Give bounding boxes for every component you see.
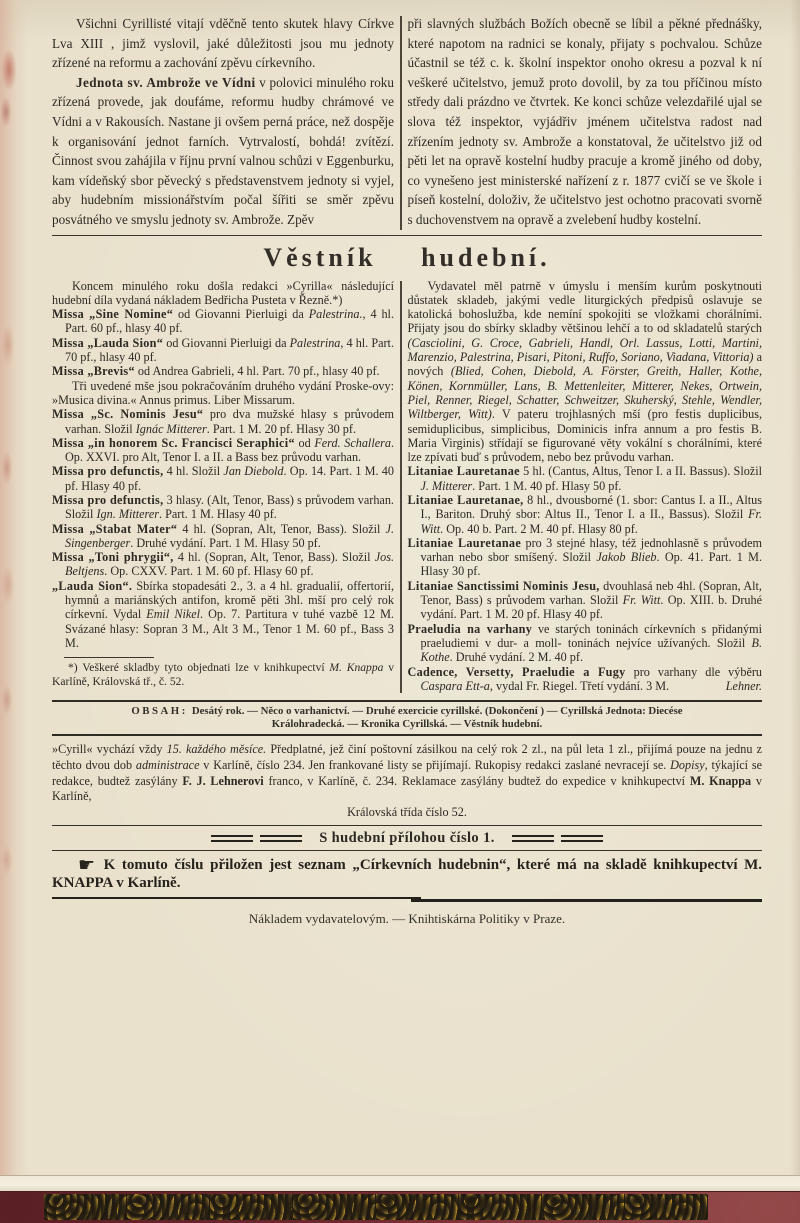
footnote [52, 661, 394, 689]
catalog-item [52, 307, 394, 336]
attachment-notice-text: K tomuto číslu přiložen jest seznam „Církevních hudebnin“, které má na skladě knihkupectví M. KNAPPA v Karlíně. [52, 857, 762, 892]
item-title: Missa „Stabat Mater“ [52, 521, 178, 536]
composer-list-new: (Blied, Cohen, Diebold, A. Förster, Greith, Haller, Kothe, Könen, Kornmüller, Lans, B. Mettenleiter, Mitterer, Nekes, Ortwein, Piel, Renner, Riegel, Schatter, Schweitzer, Skuherský, Stehle, Wendler, Wiltberger, Witt) [407, 364, 762, 422]
article-bold-lead: Jednota sv. Ambrože ve Vídni [76, 74, 256, 90]
item-text: . Op. 14. Part. 1 M. 40 pf. Hlasy 40 pf. [65, 464, 394, 493]
catalog-item [408, 493, 763, 536]
top-article-left-column [52, 14, 394, 230]
composer-name: Jakob Blieb [596, 550, 657, 565]
composer-name: Fr. Witt [622, 593, 661, 608]
item-title: Missa „Lauda Sion“ [52, 335, 164, 350]
top-article-right-column [408, 14, 763, 230]
item-title: Cadence, Versetty, Praeludie a Fugy [407, 664, 626, 679]
composer-name: J. Mitterer [420, 478, 473, 493]
footnote-text: v Karlíně, Královská tř., č. 52. [52, 661, 395, 689]
item-title: Missa „Sine Nomine“ [52, 307, 174, 322]
item-text: od Giovanni Pierluigi da [173, 307, 309, 322]
paragraph [408, 279, 763, 465]
catalog-item [52, 407, 394, 436]
bookseller-name: M. Knappa [689, 773, 752, 788]
double-bar-decoration [260, 835, 302, 842]
subscription-note [52, 742, 762, 820]
section-heading: Věstník hudební. [263, 242, 551, 272]
vestnik-section [52, 279, 762, 694]
catalog-item [52, 464, 394, 493]
item-title: Litaniae Lauretanae, [407, 492, 524, 507]
marbled-left-page-edge [0, 0, 27, 1177]
supplement-banner-text: S hudební přílohou číslo 1. [319, 830, 495, 847]
composer-list-old: (Casciolini, G. Croce, Gabrieli, Handl, Orl. Lassus, Lotti, Martini, Marenzio, Palestrina, Pisari, Pitoni, Ruffo, Soriano, Viadana, Vittoria) [407, 335, 762, 365]
colophon: Nákladem vydavatelovým. — Knihtiskárna Politiky v Praze. [248, 910, 566, 926]
bookseller-name: M. Knappa [329, 661, 384, 675]
editor-name: F. J. Lehnerovi [182, 773, 264, 788]
author-signature: Lehner. [725, 678, 762, 693]
heavy-separator-rule [52, 897, 762, 903]
item-text: . Op. 7. Partitura v tuhé vazbě 12 M. Svázané hlasy: Sopran 3 M., Alt 3 M., Tenor 1 M. 60 pf., Bass 3 M. [65, 607, 394, 650]
item-text: . Part. 1 M. Hlasy 40 pf. [159, 507, 277, 522]
composer-name: Fr. Witt [420, 507, 762, 536]
catalog-item [52, 522, 394, 551]
item-text: dvouhlasá neb 4hl. (Sopran, Alt, Tenor, Bass) s průvodem varhan. Složil [420, 578, 762, 608]
item-text: ve starých toninách církevních s přidanými praeludiemi v dur- a moll- toninách nejvíce užívaných. Složil [420, 621, 762, 650]
paragraph [52, 73, 394, 230]
attachment-notice [52, 856, 762, 893]
composer-name: Jos. Beltjens [65, 550, 394, 579]
separator-rule [52, 825, 762, 826]
catalog-item [408, 464, 763, 493]
item-title: Litaniae Lauretanae [407, 535, 522, 550]
item-text: pro varhany dle výběru [625, 664, 763, 679]
item-title: Missa „in honorem Sc. Francisci Seraphici“ [52, 435, 295, 450]
top-article-section [52, 14, 762, 230]
dopisy-word: Dopisy [670, 757, 705, 772]
vestnik-left-column [52, 279, 394, 694]
obsah-label: OBSAH: [131, 705, 188, 718]
paragraph: Všichni Cyrillisté vitají vděčně tento skutek hlavy Církve Lva XIII , jimž vyslovil, jaké důležitosti jsou mu jednoty zřízené na reformu a zachování zpěvu církevního. [52, 16, 394, 71]
section-separator-rule [52, 235, 762, 236]
administrace-word: administrace [135, 757, 200, 772]
catalog-item [52, 336, 394, 365]
paragraph: Koncem minulého roku došla redakci »Cyrilla« následující hudební díla vydaná nákladem Bedřicha Pusteta v Řezně.*) [52, 278, 394, 307]
catalog-item [52, 550, 394, 579]
item-text: . Op. CXXV. Part. 1 M. 60 pf. Hlasy 60 pf. [104, 564, 314, 579]
item-title: Missa „Toni phrygii“, [52, 550, 174, 565]
paragraph: při slavných službách Božích obecně se líbil a pěkné přednášky, které napotom na radnici se konaly, přijaty s pochvalou. Schůze účastnil se též c. k. školní inspektor onoho okresu a pozval k ní veškeré učitelstvo, jemuž proto dovolil, by za tou příčinou místo středy dali prázdno ve čtvrtek. Ke konci schůze velezdařilé ujal se slova též inspektor, vyjádřiv jménem učitelstva radost nad zřízením jednoty sv. Ambrože a konstatoval, že učitelstvo již od pěti let na opravě kostelní hudby pracuje a kromě jiného od doby, co vynešeno jest ministerské nařízení z r. 1877 cvičí se ve škole i píseň kostelní, doloživ, že učitelstvo jest ochotno pracovati svorně s duchovenstvem na opravě a zvelebení hudby kostelní. [407, 16, 762, 227]
subscription-text: v Karlíně, [52, 773, 763, 804]
catalog-item [408, 665, 763, 694]
catalog-item [52, 364, 394, 378]
item-text: 4 hl. Složil [163, 464, 224, 479]
catalog-item [408, 579, 763, 622]
vestnik-right-column [408, 279, 763, 694]
item-title: „Lauda Sion“. [52, 578, 133, 593]
composer-name: Emil Nikel [146, 607, 201, 622]
item-text: . Op. XXVI. pro Alt, Tenor I. a II. a Bass bez průvodu varhan. [65, 435, 394, 465]
double-bar-decoration [512, 835, 554, 842]
item-text: Sbírka stopadesáti 2., 3. a 4 hl. gradualií, offertorií, hymnů a mariánských antifon, kromě pěti 3hl. mší pro celý rok církevní. Vydal [65, 578, 394, 622]
item-text: . Part. 1 M. 20 pf. Hlasy 30 pf. [206, 421, 357, 436]
catalog-item [52, 579, 394, 650]
footnote-text: *) Veškeré skladby tyto objednati lze v knihkupectví [68, 661, 330, 675]
item-title: Missa „Brevis“ [52, 364, 135, 379]
bottom-marbled-edge [0, 1191, 800, 1223]
marbled-band [44, 1194, 708, 1220]
item-text: 4 hl. (Sopran, Alt, Tenor, Bass). Složil [177, 521, 386, 536]
subscription-text: franco, v Karlíně, č. 234. Reklamace zasýlány budtež do expedice v knihkupectví [263, 773, 690, 788]
item-title: Litaniae Sanctissimi Nominis Jesu, [407, 578, 600, 593]
subscription-text: , týkající se redakce, budtež zasýlány [52, 757, 763, 788]
item-text: pro 3 stejné hlasy, též jednohlasně s průvodem varhan nebo sbor smíšený. Složil [420, 535, 762, 565]
obsah-text [52, 705, 762, 730]
catalog-item [52, 493, 394, 522]
composer-name: J. Singenberger [65, 521, 394, 550]
item-text: 5 hl. (Cantus, Altus, Tenor I. a II. Bassus). Složil [519, 464, 762, 479]
composer-name: Jan Diebold [223, 464, 284, 479]
item-title: Praeludia na varhany [407, 621, 533, 636]
item-title: Missa „Sc. Nominis Jesu“ [52, 407, 204, 422]
composer-name: Ignác Mitterer [135, 421, 207, 436]
item-text: 4 hl. (Sopran, Alt, Tenor, Bass). Složil [173, 550, 375, 565]
paragraph-text: . V pateru trojhlasných mší (pro festis duplicibus, semiduplicibus, simplicibus, Dominicis infra annum a pro festis B. Maria Virginis) střídají se figurované věty vokální s chorálními, které lze zpívati buď s průvodem, nebo bez průvodu varhan. [407, 407, 762, 465]
page-stack-edge [0, 1175, 800, 1192]
column-divider-rule [400, 281, 402, 694]
double-bar-decoration [211, 835, 253, 842]
paragraph-text: Vydavatel měl patrně v úmyslu i menším kurům poskytnouti důstatek skladeb, jakými vedle liturgických předpisů oslavuje se katolická bohoslužba, kde nemíní spokojiti se vložkami chorálními. Přijaty jsou do sbírky skladby většinou lehčí a to od skladatelů starých [407, 278, 762, 336]
item-text: . Druhé vydání. 2 M. 40 pf. [449, 650, 583, 665]
double-bar-decoration [561, 835, 603, 842]
item-title: Litaniae Lauretanae [407, 464, 520, 479]
item-text: , 4 hl. Part. 60 pf., hlasy 40 pf. [65, 307, 394, 336]
paragraph: Tři uvedené mše jsou pokračováním druhého vydání Proske-ovy: »Musica divina.« Annus primus. Liber Missarum. [52, 378, 394, 407]
item-text: . Op. 40 b. Part. 2 M. 40 pf. Hlasy 80 pf. [440, 521, 638, 536]
subscription-text: Předplatné, jež činí poštovní zásilkou na celý rok 2 zl., na půl leta 1 zl., přijímá pouze na jednu z těchto dvou dob [52, 742, 762, 772]
footnote-separator-rule [64, 657, 154, 658]
composer-name: Palestrina [289, 335, 341, 350]
item-text: od Andrea Gabrieli, 4 hl. Part. 70 pf., hlasy 40 pf. [134, 364, 380, 379]
item-text: . Op. 41. Part. 1 M. Hlasy 30 pf. [420, 550, 762, 579]
item-text: 8 hl., dvousborné (1. sbor: Cantus I. a II., Altus I., Bariton. Druhý sbor: Altus II., Tenor I. a II., Bassus). Složil [420, 492, 762, 522]
supplement-banner [52, 830, 762, 847]
subscription-text: v Karlíně, číslo 234. Jen frankované listy se přijímají. Rukopisy redakci zaslané nevracejí se. [199, 757, 671, 772]
item-text: , vydal Fr. Riegel. Třetí vydání. 3 M. [489, 678, 670, 693]
separator-rule [52, 850, 762, 851]
item-text: 3 hlasy. (Alt, Tenor, Bass) s průvodem varhan. Složil [65, 492, 394, 522]
catalog-item [408, 622, 763, 665]
manicule-icon: ☛ [78, 854, 98, 877]
composer-name: Ign. Mitterer [96, 507, 160, 522]
item-text: od Giovanni Pierluigi da [163, 335, 290, 350]
item-text: pro dva mužské hlasy s průvodem varhan. Složil [65, 407, 394, 436]
column-divider-rule [400, 16, 402, 230]
obsah-line1: Desátý rok. — Něco o varhanictví. — Druhé exercicie cyrillské. (Dokončení ) — Cyrillská Jednota: Diecése [191, 705, 683, 718]
page-content [52, 14, 762, 927]
item-title: Missa pro defunctis, [52, 492, 164, 507]
item-text: od [294, 435, 315, 450]
subscription-text: »Cyrill« vychází vždy [52, 742, 167, 757]
composer-name: Ferd. Schallera [314, 435, 391, 450]
item-text: . Druhé vydání. Part. 1 M. Hlasy 50 pf. [130, 535, 321, 550]
composer-name: B. Kothe [420, 635, 762, 665]
item-text: , 4 hl. Part. 70 pf., hlasy 40 pf. [65, 335, 394, 365]
item-text: . Op. XIII. b. Druhé vydání. Part. 1 M. 20 pf. Hlasy 40 pf. [420, 593, 762, 622]
catalog-item [52, 436, 394, 465]
paragraph-text: v polovici minulého roku zřízená provede, jak doufáme, reformu hudby chrámové ve Vídni a v Rakousích. Nastane ji ovšem perná práce, než dospěje k organisování jednot farních. Vytrvalostí, bohdá! zvítězí. Činnost svou zahájila v říjnu první valnou schůzi v Eggenburku, kam vídeňský sbor pěvecký s představenstvem jednoty si vyjel, aby hudebním missionářstvím počal šířiti se směr zpěvu posvátného ve smyslu jednoty sv. Ambrože. Zpěv [52, 74, 394, 227]
subscription-address-line: Královská třída číslo 52. [347, 804, 467, 819]
item-text: . Part. 1 M. 40 pf. Hlasy 50 pf. [472, 478, 622, 493]
obsah-line2: Králohradecká. — Kronika Cyrillská. — Věstník hudební. [271, 717, 543, 730]
issue-date: 15. každého měsíce. [166, 742, 267, 757]
composer-name: Caspara Ett-a [420, 678, 490, 693]
paragraph-text: a nových [407, 350, 762, 379]
item-title: Missa pro defunctis, [52, 464, 164, 479]
catalog-item [408, 536, 763, 579]
composer-name: Palestrina. [308, 307, 363, 322]
obsah-section [52, 700, 762, 736]
